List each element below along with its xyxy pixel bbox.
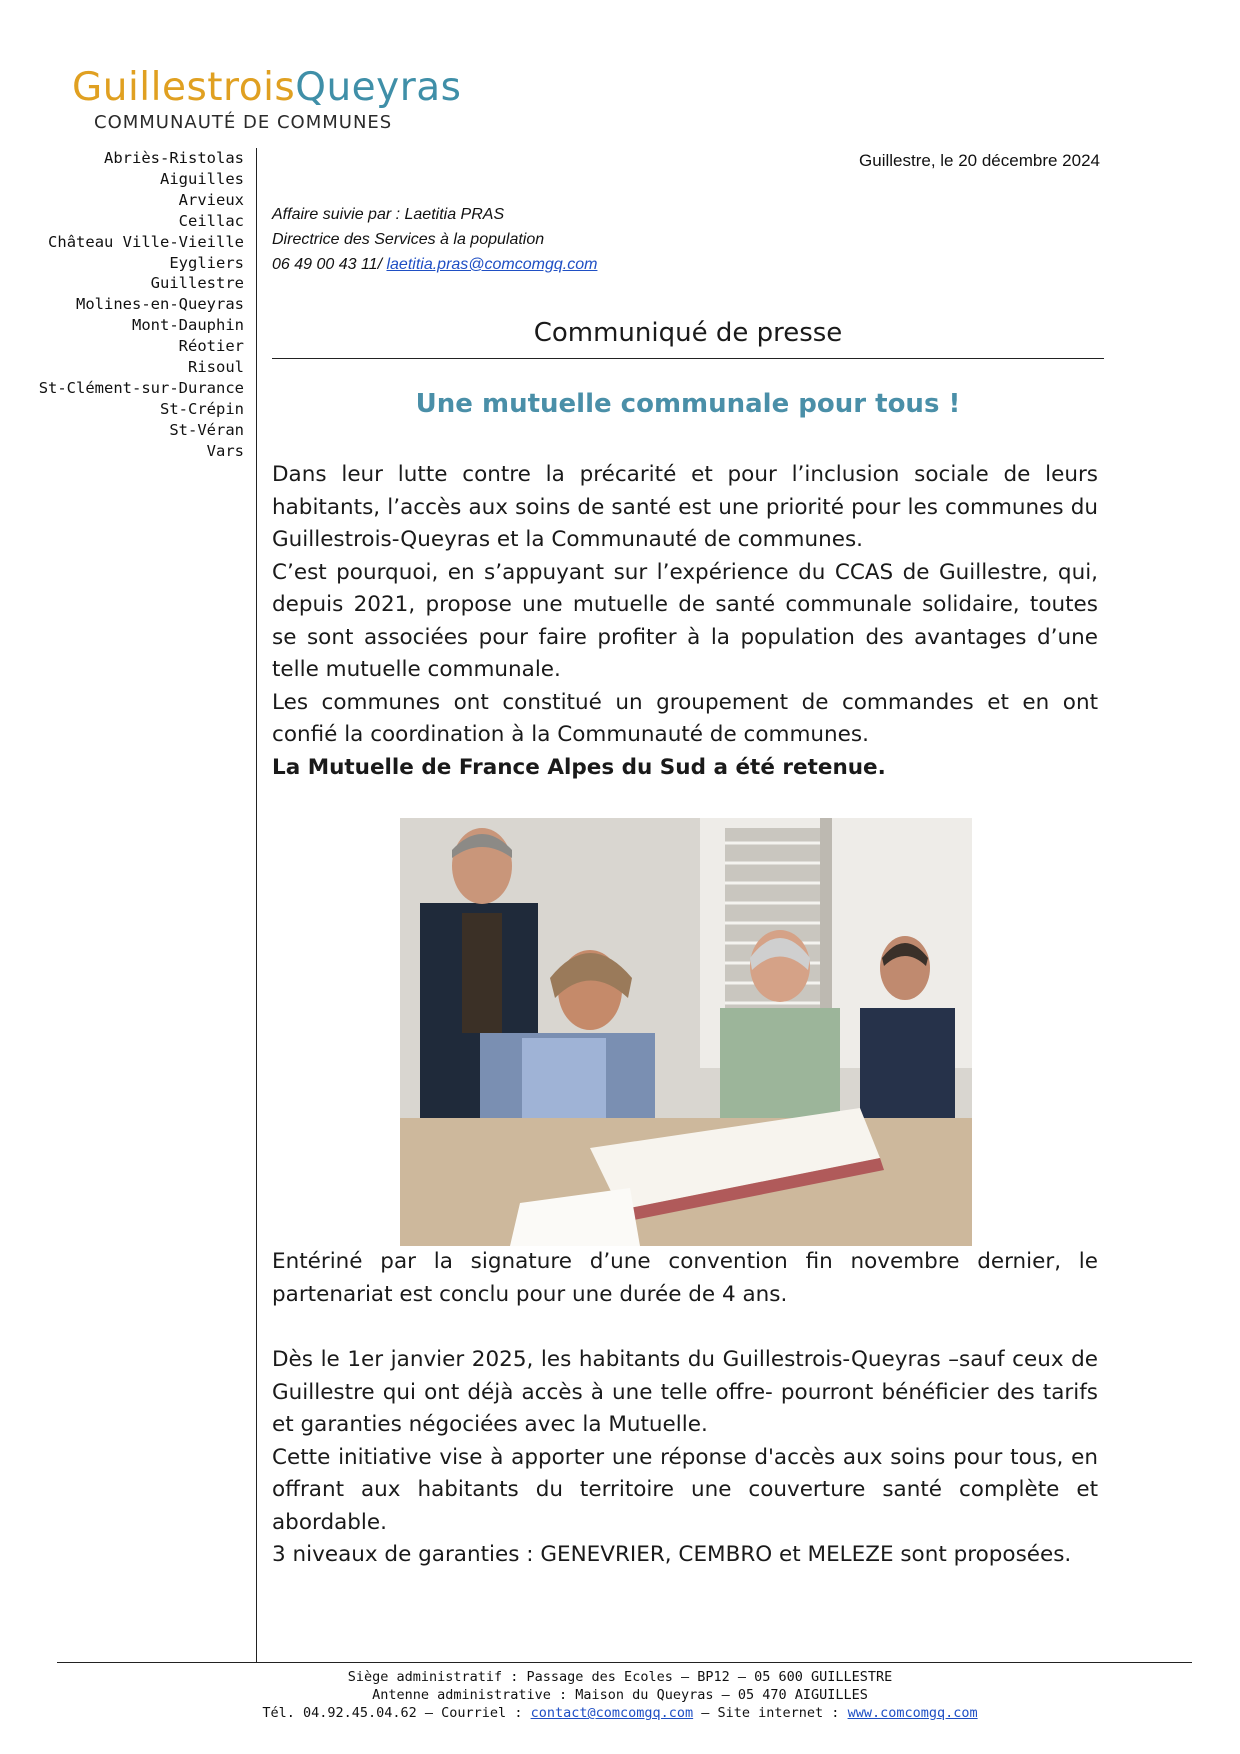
commune-item: Château Ville-Vieille bbox=[48, 232, 244, 251]
commune-item: Molines-en-Queyras bbox=[76, 295, 244, 314]
footer bbox=[0, 1668, 1240, 1722]
paragraph: Dans leur lutte contre la précarité et pour l’inclusion sociale de leurs habitants, l’accès aux soins de santé est une priorité pour les communes du Guillestrois-Queyras et la Communauté de communes. bbox=[272, 462, 1098, 552]
logo-part-1: Guillestrois bbox=[72, 65, 296, 110]
paragraph-bold: La Mutuelle de France Alpes du Sud a été retenue. bbox=[272, 754, 886, 780]
contact-role: Directrice des Services à la population bbox=[272, 231, 545, 248]
logo-part-2: Queyras bbox=[295, 65, 462, 110]
commune-item: Risoul bbox=[188, 358, 244, 377]
press-release-title: Communiqué de presse bbox=[533, 318, 843, 348]
paragraph: Cette initiative vise à apporter une réponse d'accès aux soins pour tous, en offrant aux habitants du territoire une couverture santé complète et abordable. bbox=[272, 1444, 1098, 1535]
commune-item: St-Crépin bbox=[160, 399, 244, 418]
contact-affaire: Affaire suivie par : Laetitia PRAS bbox=[272, 206, 505, 223]
column-divider bbox=[256, 148, 257, 1662]
commune-item: Réotier bbox=[178, 337, 244, 356]
signing-photo bbox=[400, 818, 972, 1246]
paragraph: 3 niveaux de garanties : GENEVRIER, CEMBRO et MELEZE sont proposées. bbox=[272, 1542, 1072, 1567]
commune-item: Vars bbox=[206, 441, 244, 460]
commune-item: St-Véran bbox=[169, 420, 244, 439]
footer-tel: Tél. 04.92.45.04.62 – Courriel : bbox=[262, 1705, 531, 1721]
logo-subtitle: COMMUNAUTÉ DE COMMUNES bbox=[94, 112, 393, 133]
footer-website-link[interactable]: www.comcomgq.com bbox=[847, 1705, 978, 1721]
commune-item: St-Clément-sur-Durance bbox=[38, 378, 244, 397]
commune-item: Abriès-Ristolas bbox=[104, 149, 244, 167]
contact-phone: 06 49 00 43 11/ bbox=[272, 256, 387, 273]
photo-illustration bbox=[400, 818, 972, 1246]
communes-list bbox=[39, 148, 244, 462]
commune-item: Arvieux bbox=[178, 190, 244, 209]
body-section-intro bbox=[272, 459, 1098, 784]
organization-logo bbox=[72, 65, 462, 138]
contact-block bbox=[272, 202, 597, 277]
contact-line bbox=[272, 252, 597, 277]
logo-wordmark bbox=[72, 66, 462, 110]
paragraph: Les communes ont constitué un groupement de commandes et en ont confié la coordination à la Communauté de communes. bbox=[272, 689, 1098, 747]
document-date: Guillestre, le 20 décembre 2024 bbox=[859, 151, 1100, 170]
commune-item: Eygliers bbox=[169, 253, 244, 272]
footer-divider bbox=[57, 1662, 1192, 1663]
body-section-partnership bbox=[272, 1246, 1098, 1311]
footer-address-2: Antenne administrative : Maison du Queyras – 05 470 AIGUILLES bbox=[372, 1687, 868, 1703]
paragraph: C’est pourquoi, en s’appuyant sur l’expérience du CCAS de Guillestre, qui, depuis 2021, propose une mutuelle de santé communale solidaire, toutes se sont associées pour faire profiter à la population des avantages d’une telle mutuelle communale. bbox=[272, 559, 1098, 682]
footer-email-link[interactable]: contact@comcomgq.com bbox=[530, 1705, 694, 1721]
paragraph: Dès le 1er janvier 2025, les habitants du Guillestrois-Queyras –sauf ceux de Guillestre qui ont déjà accès à une telle offre- pourront bénéficier des tarifs et garanties négociées avec la Mutuelle. bbox=[272, 1347, 1098, 1437]
body-section-details bbox=[272, 1344, 1098, 1572]
footer-site-label: – Site internet : bbox=[693, 1705, 848, 1721]
commune-item: Aiguilles bbox=[160, 169, 244, 188]
title-underline bbox=[272, 358, 1104, 359]
footer-address-1: Siège administratif : Passage des Ecoles – BP12 – 05 600 GUILLESTRE bbox=[347, 1669, 893, 1685]
commune-item: Ceillac bbox=[178, 211, 244, 230]
contact-email-link[interactable]: laetitia.pras@comcomgq.com bbox=[386, 256, 598, 273]
commune-item: Guillestre bbox=[150, 274, 244, 293]
commune-item: Mont-Dauphin bbox=[132, 316, 244, 335]
paragraph: Entériné par la signature d’une convention fin novembre dernier, le partenariat est conclu pour une durée de 4 ans. bbox=[272, 1249, 1098, 1307]
headline: Une mutuelle communale pour tous ! bbox=[415, 389, 961, 419]
footer-contact-line bbox=[0, 1704, 1240, 1722]
